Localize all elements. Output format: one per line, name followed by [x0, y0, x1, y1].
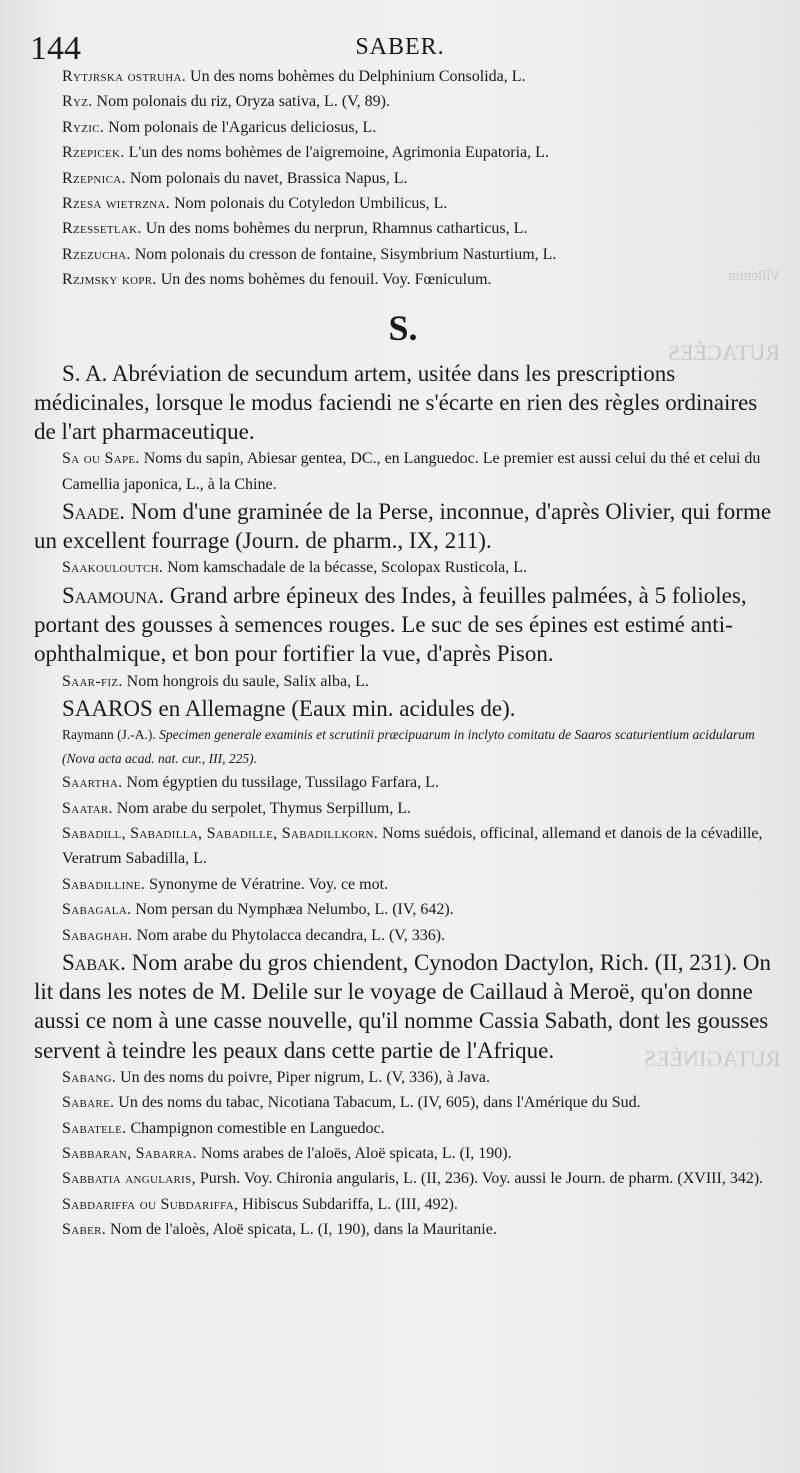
entry [34, 796, 772, 821]
entry [34, 191, 772, 216]
entry [34, 216, 772, 241]
definition: Nom polonais du navet, Brassica Napus, L. [129, 169, 408, 187]
definition: Nom polonais du riz, Oryza sativa, L. (V, 89). [96, 93, 390, 111]
definition: Nom kamschadale de la bécasse, Scolopax Rusticola, L. [167, 559, 528, 577]
running-head: SABER. [355, 34, 445, 60]
definition: Un des noms du tabac, Nicotiana Tabacum, L. (IV, 605), dans l'Amérique du Sud. [118, 1094, 641, 1112]
entry [34, 1166, 772, 1191]
headword: Sabbatia angularis, [62, 1170, 196, 1188]
headword: Saartha. [62, 774, 123, 792]
entry [34, 242, 772, 267]
entry [34, 1192, 772, 1217]
headword: Sabadilline. [62, 875, 146, 893]
headword: Sabadill, Sabadilla, Sabadille, Sabadillkorn. [62, 824, 379, 842]
definition: Nom de l'aloès, Aloë spicata, L. (I, 190), dans la Mauritanie. [110, 1221, 497, 1239]
definition: Nom polonais de l'Agaricus deliciosus, L. [108, 118, 377, 136]
headword: Sabbaran, Sabarra. [62, 1144, 197, 1162]
definition: Noms du sapin, Abiesar gentea, DC., en Languedoc. Le premier est aussi celui du thé et celui du Camellia japonica, L., à la Chine. [62, 450, 761, 493]
entry [34, 140, 772, 165]
bleed-through-text: RUTACÉES [668, 340, 780, 365]
entry [34, 694, 772, 723]
definition: Nom polonais du Cotyledon Umbilicus, L. [174, 195, 448, 213]
headword: Sabdariffa ou Subdariffa, [62, 1195, 239, 1213]
headword: Sabare. [62, 1094, 115, 1112]
entry [34, 1116, 772, 1141]
entry [34, 923, 772, 948]
entry [34, 267, 772, 292]
headword: Sabaghah. [62, 926, 133, 944]
entry [34, 1217, 772, 1242]
definition: Nom polonais du cresson de fontaine, Sisymbrium Nasturtium, L. [134, 245, 557, 263]
entry [34, 359, 772, 447]
definition: Nom égyptien du tussilage, Tussilago Farfara, L. [126, 774, 439, 792]
headword: Saade. [62, 499, 125, 525]
headword: Saamouna. [62, 582, 165, 608]
definition: Noms arabes de l'aloës, Aloë spicata, L. (I, 190). [200, 1144, 512, 1162]
definition: Abréviation de secundum artem, usitée dans les prescriptions médicinales, lorsque le modus faciendi ne s'écarte en rien des règles ordinaires de l'art pharmaceutique. [34, 360, 758, 445]
entry [34, 555, 772, 580]
entry [34, 770, 772, 795]
entry [34, 89, 772, 114]
bleed-through-text: RUTAGINÉES [643, 1046, 780, 1071]
definition: Grand arbre épineux des Indes, à feuilles palmées, à 5 folioles, portant des gousses à semences rouges. Le suc de ses épines est estimé anti-ophthalmique, et bon pour fortifier la vue, d'après Pison. [34, 582, 747, 667]
definition: Hibiscus Subdariffa, L. (III, 492). [242, 1195, 458, 1213]
definition: Un des noms bohèmes du nerprun, Rhamnus catharticus, L. [145, 220, 528, 238]
definition: en Allemagne (Eaux min. acidules de). [158, 695, 516, 721]
entry [34, 446, 772, 497]
headword: Sabatele. [62, 1119, 127, 1137]
headword: Rzesa wietrzna. [62, 195, 171, 213]
definition: Nom arabe du serpolet, Thymus Serpillum, L. [116, 799, 412, 817]
reference-author: Raymann (J.-A.). [62, 727, 156, 743]
headword: Saakouloutch. [62, 559, 164, 577]
definition: Un des noms bohèmes du fenouil. Voy. Fœniculum. [160, 271, 492, 289]
entry [34, 897, 772, 922]
entry [34, 115, 772, 140]
entry [34, 581, 772, 669]
entry [34, 669, 772, 694]
headword: Ryz. [62, 93, 93, 111]
entry [34, 64, 772, 89]
definition: Un des noms bohèmes du Delphinium Consolida, L. [190, 68, 526, 85]
definition: Un des noms du poivre, Piper nigrum, L. (V, 336), à Java. [120, 1068, 490, 1086]
headword: Ryzic. [62, 118, 105, 136]
headword: Saber. [62, 1221, 107, 1239]
page-number: 144 [30, 30, 81, 67]
headword: Sabang. [62, 1068, 117, 1086]
entry [34, 1141, 772, 1166]
headword: Rzepicek. [62, 144, 125, 162]
definition: Pursh. Voy. Chironia angularis, L. (II, 236). Voy. aussi le Journ. de pharm. (XVIII, 342). [199, 1170, 764, 1188]
definition: Synonyme de Vératrine. Voy. ce mot. [149, 875, 389, 893]
definition: Noms suédois, officinal, allemand et danois de la cévadille, Veratrum Sabadilla, L. [62, 824, 763, 868]
headword: Saatar. [62, 799, 113, 817]
bleed-through-text: Villemin [727, 268, 780, 284]
entry [34, 166, 772, 191]
definition: Nom arabe du Phytolacca decandra, L. (V, 336). [136, 926, 446, 944]
letter-heading: S. [388, 307, 418, 348]
headword: Rzessetlak. [62, 220, 142, 238]
entry [34, 1090, 772, 1115]
headword: S. A. [62, 360, 108, 386]
headword: SAAROS [62, 695, 153, 721]
headword: Rzepnica. [62, 169, 126, 187]
definition: Champignon comestible en Languedoc. [130, 1119, 385, 1137]
reference-title: Specimen generale examinis et scrutinii præcipuarum in inclyto comitatu de Saaros scaturientium acidularum (Nova acta acad. nat. cur., III, 225). [62, 727, 755, 766]
headword: Rytjrska ostruha. [62, 68, 187, 85]
definition: Nom persan du Nymphæa Nelumbo, L. (IV, 642). [135, 901, 454, 919]
headword: Sa ou Sape. [62, 450, 140, 468]
definition: L'un des noms bohèmes de l'aigremoine, Agrimonia Eupatoria, L. [128, 144, 549, 162]
headword: Sabak. [62, 949, 126, 975]
definition: Nom hongrois du saule, Salix alba, L. [126, 672, 369, 690]
bibliographic-reference [34, 723, 772, 770]
headword: Saar-fiz. [62, 672, 123, 690]
entry [34, 497, 772, 555]
definition: Nom d'une graminée de la Perse, inconnue, d'après Olivier, qui forme un excellent fourrage (Journ. de pharm., IX, 211). [34, 499, 772, 554]
headword: Rzjmsky kopr. [62, 271, 157, 289]
dictionary-column [34, 64, 772, 1243]
headword: Rzezucha. [62, 245, 131, 263]
entry [34, 948, 772, 1065]
headword: Sabagala. [62, 901, 132, 919]
definition: Nom arabe du gros chiendent, Cynodon Dactylon, Rich. (II, 231). On lit dans les notes de M. Delile sur le voyage de Caillaud à Meroë, qu'on donne aussi ce nom à une casse nouvelle, qu'il nomme Cassia Sabath, dont les gousses servent à teindre les peaux dans cette partie de l'Afrique. [34, 949, 772, 1063]
entry [34, 872, 772, 897]
entry [34, 821, 772, 872]
entry [34, 1065, 772, 1090]
